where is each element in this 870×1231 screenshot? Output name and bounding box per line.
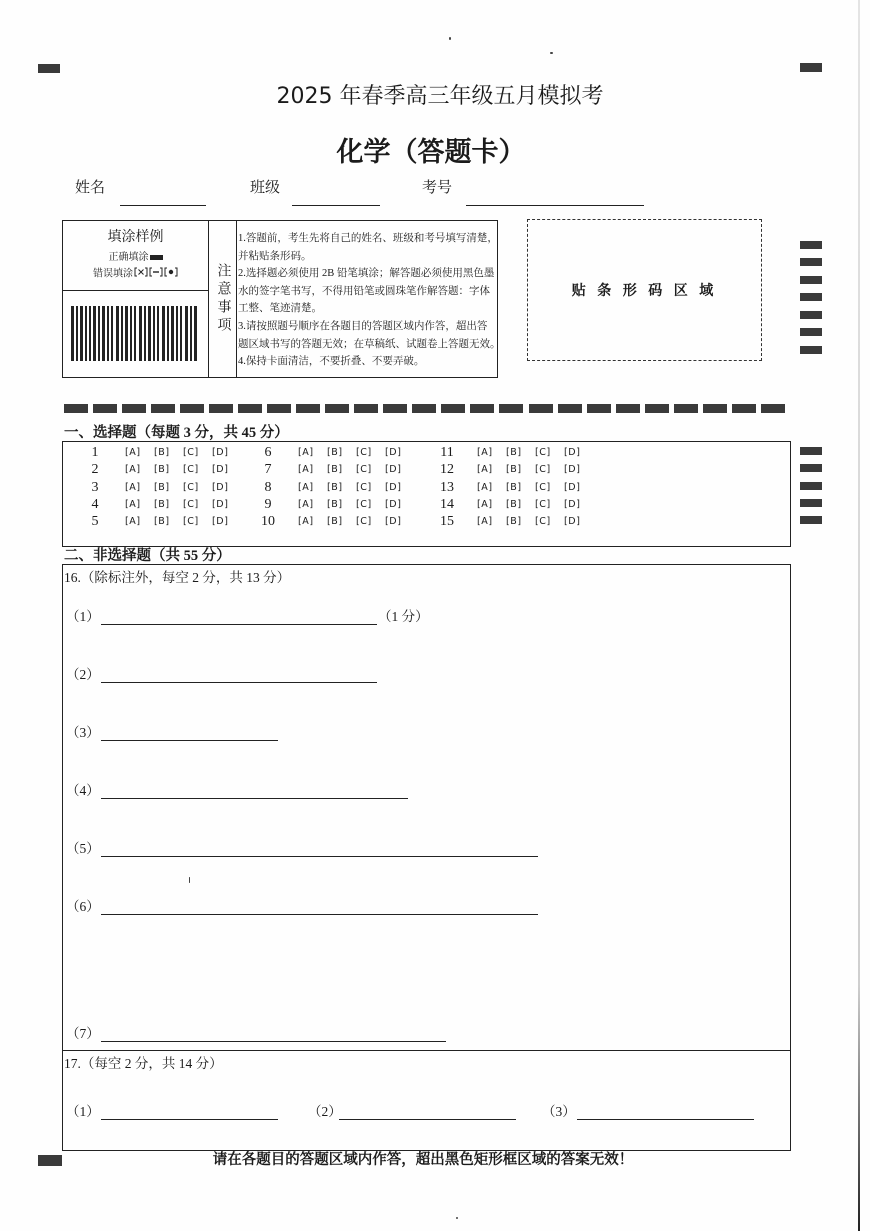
timing-mark xyxy=(296,404,320,413)
score-note: （1 分） xyxy=(378,609,429,624)
choice-column xyxy=(432,444,593,530)
question-16-header: 16.（除标注外，每空 2 分，共 13 分） xyxy=(64,570,291,585)
answer-line xyxy=(101,682,377,683)
side-marker xyxy=(800,293,822,301)
timing-mark xyxy=(354,404,378,413)
bar-mark-icon xyxy=(149,267,163,281)
answer-option-bubble: [B] xyxy=(154,447,170,459)
answer-option-bubble: [D] xyxy=(564,516,581,528)
answer-option-bubble: [B] xyxy=(327,464,343,476)
corner-marker-bottom-left xyxy=(38,1155,62,1166)
footer-warning: 请在各题目的答题区域内作答，超出黑色矩形框区域的答案无效！ xyxy=(212,1152,634,1168)
notice-line: 题区域书写的答题无效；在草稿纸、试题卷上答题无效。 xyxy=(238,338,501,350)
timing-mark xyxy=(529,404,553,413)
side-marker xyxy=(800,346,822,354)
timing-mark xyxy=(209,404,233,413)
answer-option-bubble: [A] xyxy=(298,481,314,493)
answer-line xyxy=(101,1041,446,1042)
choice-question-row xyxy=(253,461,414,478)
barcode-paste-area xyxy=(527,219,762,361)
choice-question-row xyxy=(432,461,593,478)
notice-line: 1.答题前，考生先将自己的姓名、班级和考号填写清楚， xyxy=(238,233,498,244)
choice-question-row xyxy=(80,461,241,478)
answer-option-bubble: [A] xyxy=(125,481,141,493)
blank-label: （5） xyxy=(66,841,100,856)
timing-mark xyxy=(238,404,262,413)
answer-option-bubble: [C] xyxy=(356,516,372,528)
corner-marker-top-left xyxy=(38,64,60,73)
answer-option-bubble: [D] xyxy=(212,447,229,459)
divider-line xyxy=(236,221,237,377)
answer-option-bubble: [C] xyxy=(535,481,551,493)
answer-option-bubble: [C] xyxy=(356,481,372,493)
answer-option-bubble: [D] xyxy=(564,447,581,459)
side-marker xyxy=(800,311,822,319)
barcode-paste-area-label: 贴 条 形 码 区 域 xyxy=(571,284,718,299)
answer-option-bubble: [B] xyxy=(327,499,343,511)
timing-mark xyxy=(645,404,669,413)
answer-option-bubble: [B] xyxy=(327,481,343,493)
choice-question-row xyxy=(253,513,414,530)
timing-mark xyxy=(587,404,611,413)
answer-option-bubble: [B] xyxy=(506,464,522,476)
blank-label: （7） xyxy=(66,1026,100,1041)
question-number: 15 xyxy=(440,514,454,530)
answer-option-bubble: [C] xyxy=(535,499,551,511)
answer-option-bubble: [D] xyxy=(385,499,402,511)
timing-mark xyxy=(499,404,523,413)
notice-line: 水的签字笔书写，不得用铅笔或圆珠笔作解答题：字体 xyxy=(238,285,490,297)
name-label: 姓名 xyxy=(75,180,106,196)
answer-option-bubble: [D] xyxy=(564,481,581,493)
exam-title: 2025 年春季高三年级五月模拟考 xyxy=(276,84,604,109)
answer-option-bubble: [C] xyxy=(183,447,199,459)
blank-label: （4） xyxy=(66,783,100,798)
question-number: 5 xyxy=(91,514,99,530)
dot-mark-icon xyxy=(164,267,178,281)
answer-line xyxy=(101,1119,278,1120)
answer-option-bubble: [B] xyxy=(154,464,170,476)
question-number: 1 xyxy=(91,445,99,461)
barcode-graphic xyxy=(71,306,198,361)
cross-mark-icon xyxy=(134,267,148,281)
timing-mark xyxy=(122,404,146,413)
question-number: 14 xyxy=(440,497,454,513)
choice-question-row xyxy=(80,496,241,513)
class-label: 班级 xyxy=(250,180,281,196)
question-number: 3 xyxy=(91,479,99,495)
scan-speck xyxy=(550,52,553,54)
answer-line xyxy=(101,798,408,799)
question-number: 9 xyxy=(264,497,272,513)
answer-option-bubble: [B] xyxy=(327,447,343,459)
class-field-line xyxy=(292,205,380,206)
answer-option-bubble: [A] xyxy=(477,499,493,511)
question-number: 8 xyxy=(264,479,272,495)
multiple-choice-section-title: 一、选择题（每题 3 分，共 45 分） xyxy=(64,425,289,441)
instructions-box xyxy=(62,220,501,378)
answer-option-bubble: [A] xyxy=(298,464,314,476)
notice-line: 4.保持卡面清洁，不要折叠、不要弄破。 xyxy=(238,356,425,368)
answer-option-bubble: [C] xyxy=(183,481,199,493)
choice-question-row xyxy=(432,479,593,496)
choice-column xyxy=(80,444,241,530)
side-marker xyxy=(800,328,822,336)
choice-question-row xyxy=(80,513,241,530)
blank-label: （2） xyxy=(308,1104,342,1119)
notice-label: 注意事项 xyxy=(215,263,231,335)
timing-mark xyxy=(674,404,698,413)
filled-bar-icon xyxy=(150,255,163,260)
answer-option-bubble: [B] xyxy=(327,516,343,528)
answer-option-bubble: [C] xyxy=(356,499,372,511)
timing-mark xyxy=(93,404,117,413)
answer-option-bubble: [A] xyxy=(477,464,493,476)
answer-option-bubble: [D] xyxy=(385,447,402,459)
wrong-fill-label: 错误填涂 xyxy=(93,268,133,280)
answer-option-bubble: [B] xyxy=(506,481,522,493)
notice-line: 工整、笔迹清楚。 xyxy=(238,303,322,315)
blank-label: （1） xyxy=(66,609,100,624)
choice-question-row xyxy=(432,513,593,530)
side-marker xyxy=(800,516,822,524)
answer-option-bubble: [C] xyxy=(183,464,199,476)
correct-fill-example xyxy=(63,251,208,264)
notice-line: 并粘贴条形码。 xyxy=(238,250,312,262)
answer-line xyxy=(577,1119,754,1120)
answer-option-bubble: [B] xyxy=(154,499,170,511)
side-marker xyxy=(800,241,822,249)
answer-option-bubble: [D] xyxy=(212,464,229,476)
blank-label: （2） xyxy=(66,667,100,682)
answer-option-bubble: [A] xyxy=(298,447,314,459)
side-marker xyxy=(800,499,822,507)
non-choice-section-title: 二、非选择题（共 55 分） xyxy=(64,548,231,564)
answer-option-bubble: [A] xyxy=(477,447,493,459)
answer-option-bubble: [C] xyxy=(535,447,551,459)
answer-option-bubble: [C] xyxy=(356,447,372,459)
answer-option-bubble: [D] xyxy=(385,464,402,476)
timing-mark xyxy=(558,404,582,413)
answer-option-bubble: [D] xyxy=(385,481,402,493)
choice-column xyxy=(253,444,414,530)
timing-mark xyxy=(470,404,494,413)
sheet-subtitle: 化学（答题卡） xyxy=(336,137,526,168)
side-marker xyxy=(800,482,822,490)
timing-mark xyxy=(732,404,756,413)
timing-mark xyxy=(412,404,436,413)
blank-label: （1） xyxy=(66,1104,100,1119)
choice-question-row xyxy=(432,496,593,513)
corner-marker-top-right xyxy=(800,63,822,72)
blank-label: （3） xyxy=(542,1104,576,1119)
scan-speck xyxy=(189,877,190,883)
answer-option-bubble: [D] xyxy=(212,499,229,511)
timing-mark xyxy=(64,404,88,413)
notice-line: 3.请按照题号顺序在各题目的答题区域内作答，超出答 xyxy=(238,320,488,332)
answer-option-bubble: [C] xyxy=(535,464,551,476)
choice-question-row xyxy=(253,479,414,496)
question-number: 7 xyxy=(264,462,272,478)
answer-option-bubble: [D] xyxy=(212,516,229,528)
question-number: 2 xyxy=(91,462,99,478)
answer-option-bubble: [A] xyxy=(125,499,141,511)
answer-option-bubble: [A] xyxy=(125,516,141,528)
answer-option-bubble: [A] xyxy=(125,447,141,459)
answer-option-bubble: [D] xyxy=(385,516,402,528)
answer-option-bubble: [B] xyxy=(154,516,170,528)
side-marker xyxy=(800,258,822,266)
timing-mark xyxy=(703,404,727,413)
answer-option-bubble: [B] xyxy=(154,481,170,493)
timing-mark xyxy=(441,404,465,413)
timing-mark xyxy=(761,404,785,413)
answer-option-bubble: [C] xyxy=(356,464,372,476)
answer-option-bubble: [D] xyxy=(564,464,581,476)
scan-edge-shadow xyxy=(858,0,860,1231)
choice-question-row xyxy=(80,479,241,496)
answer-option-bubble: [C] xyxy=(535,516,551,528)
answer-option-bubble: [A] xyxy=(125,464,141,476)
answer-line xyxy=(101,914,538,915)
notice-line: 2.选择题必须使用 2B 铅笔填涂；解答题必须使用黑色墨 xyxy=(238,268,495,280)
answer-option-bubble: [B] xyxy=(506,499,522,511)
answer-line xyxy=(339,1119,516,1120)
timing-mark xyxy=(325,404,349,413)
answer-line xyxy=(101,856,538,857)
question-number: 4 xyxy=(91,497,99,513)
fill-sample-title: 填涂样例 xyxy=(107,230,164,245)
question-16-box xyxy=(62,564,791,1051)
correct-fill-label: 正确填涂 xyxy=(108,252,149,263)
choice-question-row xyxy=(432,444,593,461)
answer-option-bubble: [D] xyxy=(212,481,229,493)
question-number: 11 xyxy=(440,445,454,461)
blank-label: （6） xyxy=(66,899,100,914)
scan-speck xyxy=(449,37,451,40)
question-number: 13 xyxy=(440,479,454,495)
name-field-line xyxy=(120,205,206,206)
timing-mark xyxy=(267,404,291,413)
timing-mark xyxy=(151,404,175,413)
question-number: 6 xyxy=(264,445,272,461)
timing-mark xyxy=(180,404,204,413)
fill-sample-cell xyxy=(63,221,208,291)
side-marker xyxy=(800,276,822,284)
scan-speck xyxy=(456,1217,458,1219)
exam-number-field-line xyxy=(466,205,644,206)
answer-option-bubble: [A] xyxy=(477,481,493,493)
answer-option-bubble: [C] xyxy=(183,499,199,511)
side-marker xyxy=(800,464,822,472)
timing-marks-row xyxy=(64,404,785,413)
answer-option-bubble: [A] xyxy=(298,499,314,511)
timing-mark xyxy=(616,404,640,413)
choice-question-row xyxy=(253,496,414,513)
answer-line xyxy=(101,740,278,741)
notice-label-cell xyxy=(209,221,236,377)
question-number: 12 xyxy=(440,462,454,478)
answer-option-bubble: [B] xyxy=(506,447,522,459)
answer-option-bubble: [A] xyxy=(477,516,493,528)
timing-mark xyxy=(383,404,407,413)
question-number: 10 xyxy=(261,514,275,530)
answer-option-bubble: [C] xyxy=(183,516,199,528)
answer-option-bubble: [D] xyxy=(564,499,581,511)
answer-option-bubble: [B] xyxy=(506,516,522,528)
choice-question-row xyxy=(253,444,414,461)
notice-text xyxy=(238,230,501,371)
exam-number-label: 考号 xyxy=(422,180,453,196)
side-marker xyxy=(800,447,822,455)
answer-option-bubble: [A] xyxy=(298,516,314,528)
question-17-header: 17.（每空 2 分，共 14 分） xyxy=(64,1056,223,1071)
choice-question-row xyxy=(80,444,241,461)
answer-line xyxy=(101,624,377,625)
wrong-fill-example xyxy=(63,267,208,281)
blank-label: （3） xyxy=(66,725,100,740)
